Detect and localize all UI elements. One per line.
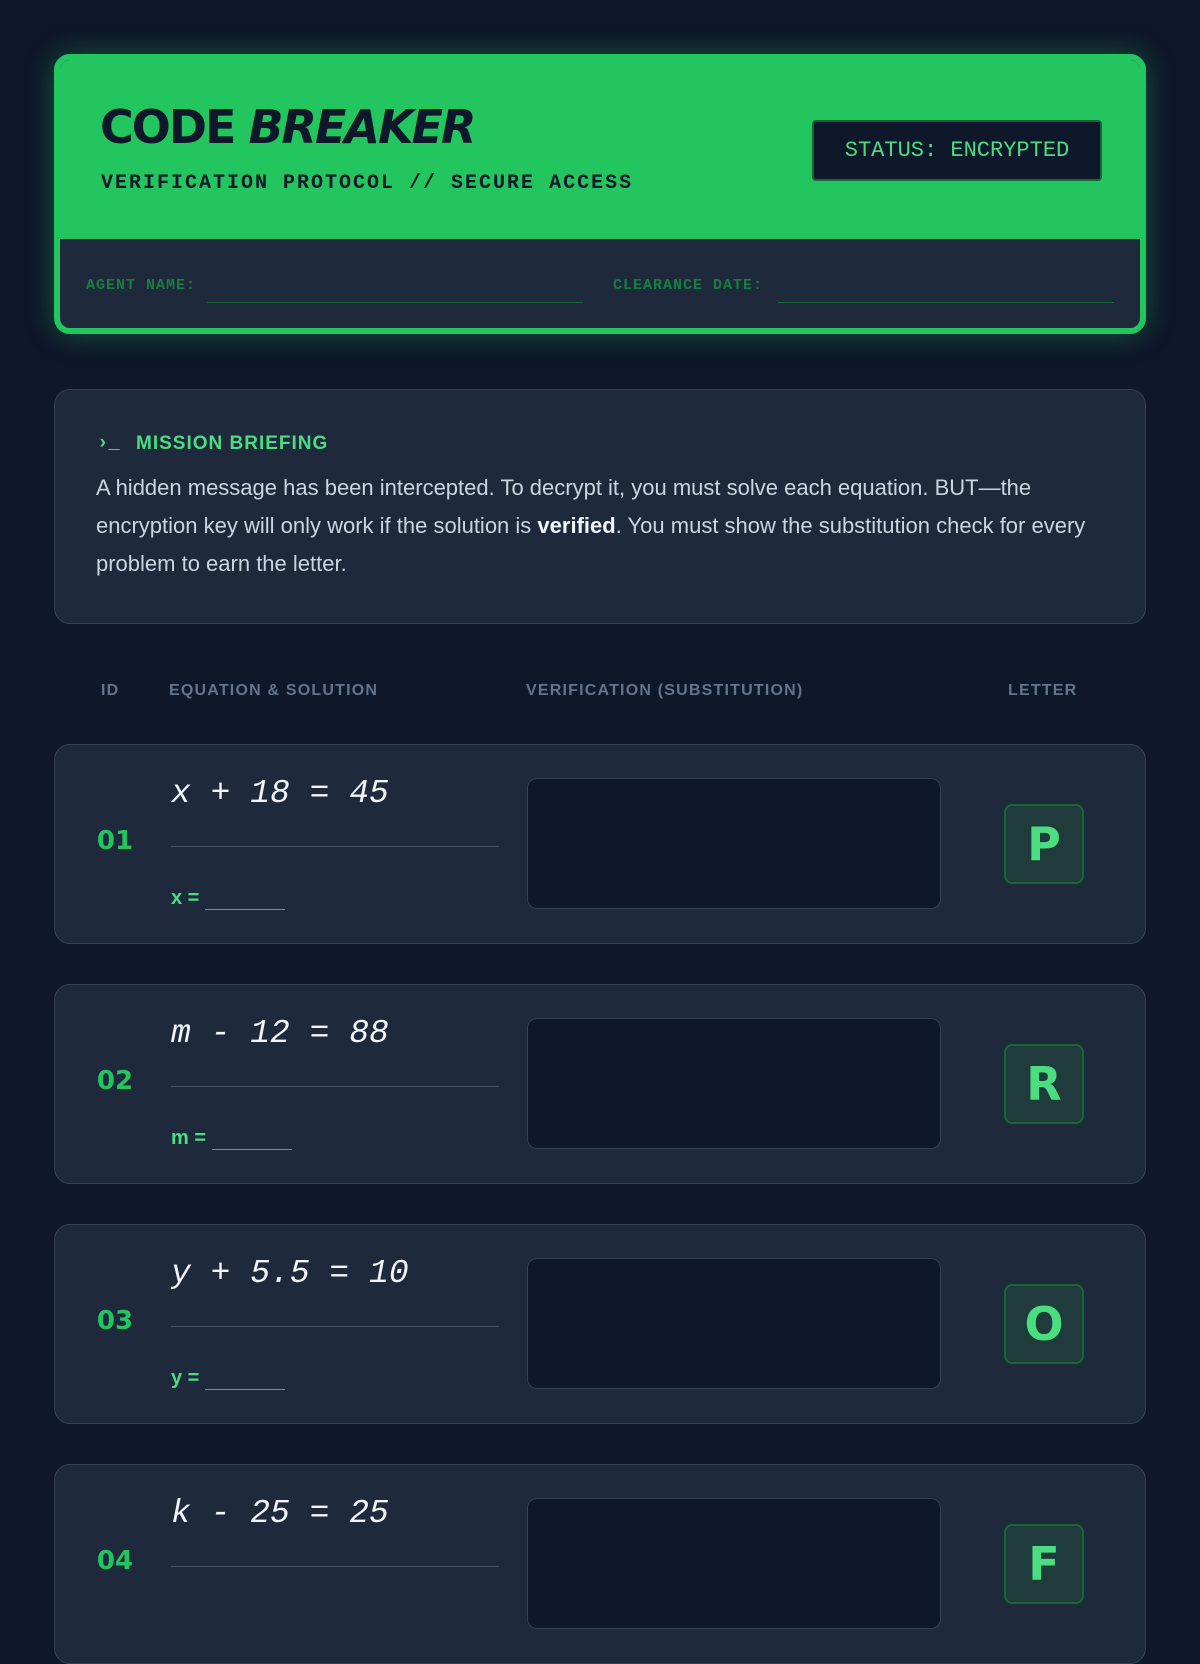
work-rule xyxy=(171,846,499,847)
answer-field[interactable] xyxy=(171,887,285,910)
problem-id: 01 xyxy=(96,826,134,856)
problem-row xyxy=(54,1464,1146,1664)
equation: m - 12 = 88 xyxy=(171,1015,389,1052)
answer-label: x = xyxy=(171,887,200,909)
work-rule xyxy=(171,1566,499,1567)
mission-briefing xyxy=(54,389,1146,624)
page-title xyxy=(100,100,475,154)
letter-tile: F xyxy=(1004,1524,1084,1604)
title-breaker: BREAKER xyxy=(248,100,475,154)
answer-label: y = xyxy=(171,1367,200,1389)
header-banner xyxy=(60,60,1140,239)
column-header-letter: LETTER xyxy=(1008,682,1078,699)
work-rule xyxy=(171,1086,499,1087)
problem-id: 02 xyxy=(96,1066,134,1096)
column-header-id: ID xyxy=(101,682,120,699)
briefing-title: MISSION BRIEFING xyxy=(136,433,329,454)
letter-tile: P xyxy=(1004,804,1084,884)
agent-name-field[interactable] xyxy=(207,302,583,303)
equation: y + 5.5 = 10 xyxy=(171,1255,409,1292)
answer-blank[interactable] xyxy=(205,1369,285,1390)
page-subtitle: VERIFICATION PROTOCOL // SECURE ACCESS xyxy=(101,172,634,195)
problem-row xyxy=(54,1224,1146,1424)
title-code: CODE xyxy=(100,100,249,154)
verification-box[interactable] xyxy=(527,778,941,909)
answer-label: m = xyxy=(171,1127,207,1149)
briefing-emphasis: verified xyxy=(537,513,616,538)
verification-box[interactable] xyxy=(527,1498,941,1629)
letter-tile: O xyxy=(1004,1284,1084,1364)
verification-box[interactable] xyxy=(527,1018,941,1149)
agent-name-label: AGENT NAME: xyxy=(86,277,197,294)
letter-tile: R xyxy=(1004,1044,1084,1124)
verification-box[interactable] xyxy=(527,1258,941,1389)
column-header-verification: VERIFICATION (SUBSTITUTION) xyxy=(526,682,804,699)
answer-blank[interactable] xyxy=(205,889,285,910)
problem-row xyxy=(54,744,1146,944)
clearance-date-field[interactable] xyxy=(778,302,1114,303)
work-rule xyxy=(171,1326,499,1327)
problem-id: 03 xyxy=(96,1306,134,1336)
problem-row xyxy=(54,984,1146,1184)
status-badge: STATUS: ENCRYPTED xyxy=(812,120,1102,181)
briefing-text: A hidden message has been intercepted. To decrypt it, you must solve each equation. BUT—the encryption key will only work if the solution is verified. You must show the substitution check for every problem to earn the letter. xyxy=(96,475,1086,576)
equation: k - 25 = 25 xyxy=(171,1495,389,1532)
terminal-icon: ›_ xyxy=(97,432,120,454)
answer-blank[interactable] xyxy=(212,1129,292,1150)
header-card xyxy=(54,54,1146,334)
problem-id: 04 xyxy=(96,1546,134,1576)
answer-field[interactable] xyxy=(171,1127,292,1150)
equation: x + 18 = 45 xyxy=(171,775,389,812)
column-header-equation: EQUATION & SOLUTION xyxy=(169,682,379,699)
clearance-date-label: CLEARANCE DATE: xyxy=(613,277,764,294)
answer-field[interactable] xyxy=(171,1367,285,1390)
